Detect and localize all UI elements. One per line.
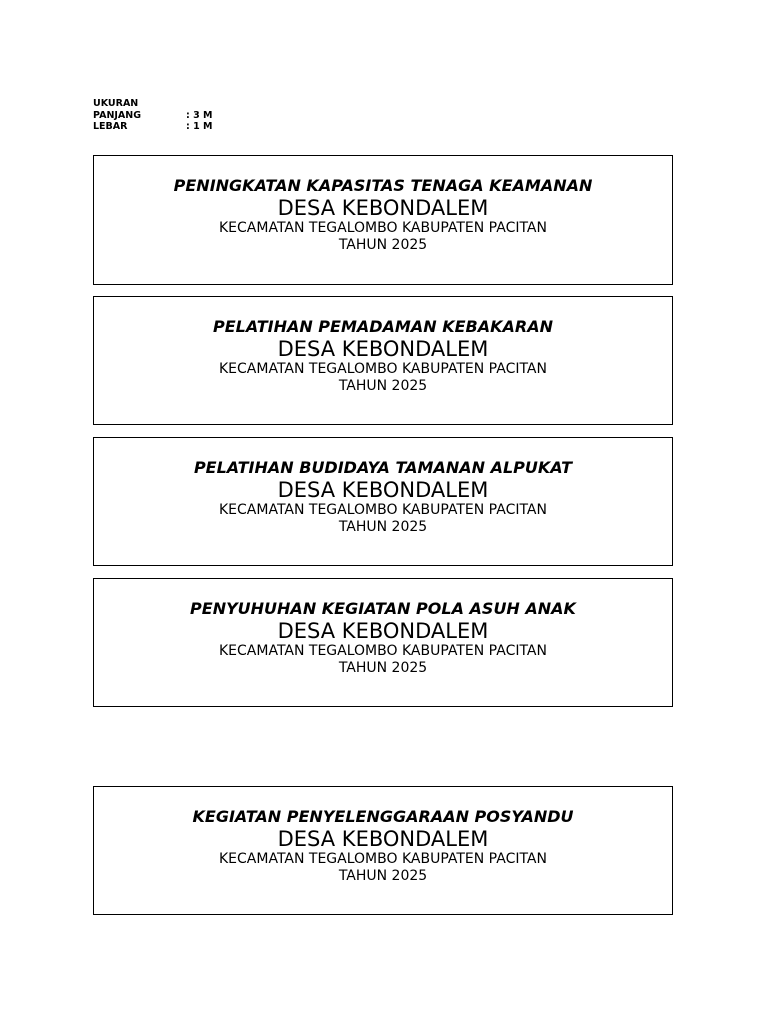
banner-village: DESA KEBONDALEM (277, 337, 489, 361)
banner-village: DESA KEBONDALEM (277, 619, 489, 643)
banner-district: KECAMATAN TEGALOMBO KABUPATEN PACITAN (219, 643, 547, 659)
banner-posyandu (93, 786, 673, 915)
banner-village: DESA KEBONDALEM (277, 478, 489, 502)
length-label: PANJANG (93, 109, 142, 121)
length-row (93, 110, 212, 122)
width-row (93, 121, 212, 133)
banner-district: KECAMATAN TEGALOMBO KABUPATEN PACITAN (219, 851, 547, 867)
size-heading: UKURAN (93, 98, 139, 109)
banner-parenting-counseling (93, 578, 673, 707)
banner-title: PELATIHAN BUDIDAYA TAMANAN ALPUKAT (193, 458, 573, 477)
banner-title: PENYUHUHAN KEGIATAN POLA ASUH ANAK (190, 599, 576, 618)
banner-district: KECAMATAN TEGALOMBO KABUPATEN PACITAN (219, 220, 547, 236)
banner-year: TAHUN 2025 (338, 660, 428, 676)
banner-year: TAHUN 2025 (338, 519, 428, 535)
banner-fire-training (93, 296, 673, 425)
banner-title: PELATIHAN PEMADAMAN KEBAKARAN (213, 317, 553, 336)
length-value: : 3 M (186, 109, 213, 121)
banner-village: DESA KEBONDALEM (277, 827, 489, 851)
banner-year: TAHUN 2025 (338, 868, 428, 884)
banner-district: KECAMATAN TEGALOMBO KABUPATEN PACITAN (219, 502, 547, 518)
banner-security-capacity (93, 155, 673, 285)
banner-village: DESA KEBONDALEM (277, 196, 489, 220)
banner-year: TAHUN 2025 (338, 378, 428, 394)
banner-size-info (93, 98, 212, 133)
banner-district: KECAMATAN TEGALOMBO KABUPATEN PACITAN (219, 361, 547, 377)
banner-title: PENINGKATAN KAPASITAS TENAGA KEAMANAN (173, 176, 593, 195)
banner-avocado-training (93, 437, 673, 566)
width-label: LEBAR (93, 121, 128, 132)
banner-title: KEGIATAN PENYELENGGARAAN POSYANDU (192, 807, 574, 826)
banner-year: TAHUN 2025 (338, 237, 428, 253)
width-value: : 1 M (186, 121, 213, 132)
